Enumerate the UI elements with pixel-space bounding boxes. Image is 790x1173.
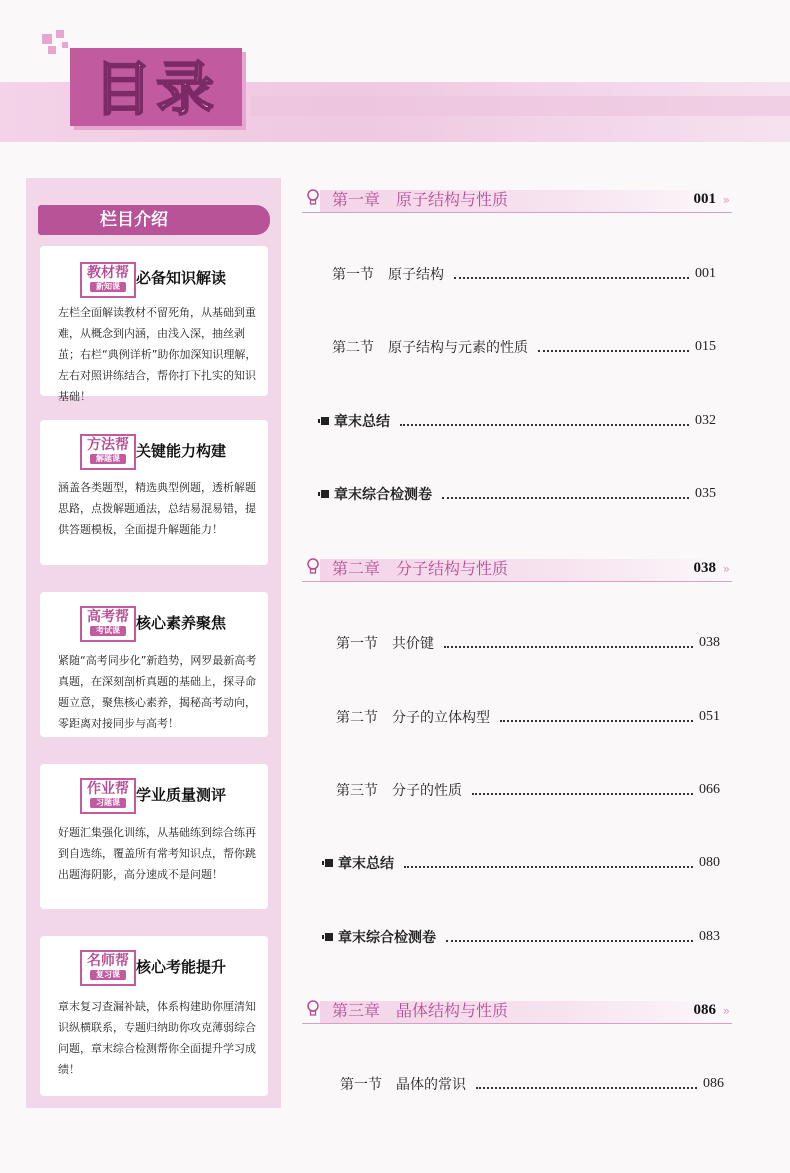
column-badge <box>80 262 136 298</box>
chapter-page: 038 <box>693 560 716 576</box>
toc-entry-label: 章末总结 <box>338 856 394 872</box>
decor-square <box>62 42 68 48</box>
intro-card-body: 左栏全面解读教材不留死角，从基础到重难，从概念到内涵，由浅入深，抽丝剥茧；右栏“典例详析”助你加深知识理解，左右对照讲练结合，帮你打下扎实的知识基础！ <box>58 306 257 403</box>
toc-entry-page: 066 <box>699 782 720 797</box>
column-badge-sub: 解题课 <box>90 454 126 464</box>
dot-leader <box>444 638 693 648</box>
dot-leader <box>446 932 693 942</box>
toc-entry <box>318 483 716 505</box>
toc-entry-page: 035 <box>695 486 716 501</box>
toc-entry-label: 第三节 分子的性质 <box>336 783 462 799</box>
toc-entry-label: 章末总结 <box>334 414 390 430</box>
toc-entry-page: 083 <box>699 929 720 944</box>
toc-entry <box>336 632 720 654</box>
dot-leader <box>442 489 689 499</box>
column-badge-label: 教材帮 <box>87 265 129 281</box>
page-title: 目录 <box>93 55 218 123</box>
chapter-page: 001 <box>693 191 716 207</box>
column-badge-label: 高考帮 <box>87 609 129 625</box>
column-badge-sub: 习题课 <box>90 798 126 808</box>
intro-card-body: 涵盖各类题型，精选典型例题，透析解题思路，点拨解题通法，总结易混易错，提供答题模板，全面提升解题能力！ <box>58 481 256 536</box>
column-badge-sub: 考试课 <box>90 626 126 636</box>
toc-entry-label: 第一节 晶体的常识 <box>340 1077 466 1093</box>
dot-leader <box>400 416 689 426</box>
toc-entry <box>336 779 720 801</box>
toc-entry-label: 第二节 分子的立体构型 <box>336 710 490 726</box>
column-badge-sub: 复习课 <box>90 970 126 980</box>
toc-entry-label: 第二节 原子结构与元素的性质 <box>332 340 528 356</box>
column-badge-sub: 新知课 <box>90 282 126 292</box>
lightbulb-icon <box>306 999 320 1019</box>
toc-entry-label: 第一节 共价键 <box>336 636 434 652</box>
double-chevron-icon: » <box>722 562 730 576</box>
toc-entry <box>322 926 720 948</box>
dot-leader <box>454 269 689 279</box>
intro-card-title: 核心素养聚焦 <box>136 614 227 632</box>
intro-card-title: 学业质量测评 <box>136 786 227 804</box>
chapter-title: 第一章 原子结构与性质 <box>332 190 509 209</box>
chapter-heading <box>302 188 732 214</box>
intro-card-title: 核心考能提升 <box>136 958 227 976</box>
toc-entry <box>322 852 720 874</box>
toc-entry <box>318 410 716 432</box>
column-badge <box>80 950 136 986</box>
toc-entry-label: 章末综合检测卷 <box>338 930 436 946</box>
bullet-marker-icon <box>322 857 334 869</box>
intro-card-title: 必备知识解读 <box>136 269 227 287</box>
intro-card-body: 好题汇集强化训练，从基础练到综合练再到自选练，覆盖所有常考知识点，帮你跳出题海阴影，高分速成不是问题！ <box>58 826 256 881</box>
lightbulb-icon <box>306 557 320 577</box>
chapter-heading-rule <box>302 581 732 582</box>
chapter-title: 第二章 分子结构与性质 <box>332 559 509 578</box>
toc-entry-page: 015 <box>695 339 716 354</box>
bullet-marker-icon <box>318 488 330 500</box>
toc-entry-page: 080 <box>699 855 720 870</box>
header-band-stripe <box>250 96 790 116</box>
toc-entry <box>336 706 720 728</box>
intro-card-title: 关键能力构建 <box>136 442 227 460</box>
bullet-marker-icon <box>322 931 334 943</box>
intro-card-body: 紧随“高考同步化”新趋势，网罗最新高考真题，在深刻剖析真题的基础上，探寻命题立意，聚焦核心素养，揭秘高考动向，零距离对接同步与高考！ <box>58 654 257 730</box>
dot-leader <box>404 858 693 868</box>
dot-leader <box>500 712 693 722</box>
column-badge-label: 名师帮 <box>87 953 129 969</box>
lightbulb-icon <box>306 188 320 208</box>
toc-entry-label: 章末综合检测卷 <box>334 487 432 503</box>
chapter-title: 第三章 晶体结构与性质 <box>332 1001 509 1020</box>
toc-entry-page: 032 <box>695 413 716 428</box>
decor-square <box>42 34 52 44</box>
toc-entry-label: 第一节 原子结构 <box>332 267 444 283</box>
column-badge <box>80 434 136 470</box>
dot-leader <box>538 342 689 352</box>
column-badge-label: 作业帮 <box>87 781 129 797</box>
chapter-page: 086 <box>693 1002 716 1018</box>
chapter-heading <box>302 557 732 583</box>
toc-entry-page: 086 <box>703 1076 724 1091</box>
toc-entry <box>332 336 716 358</box>
chapter-heading-rule <box>302 212 732 213</box>
column-badge-label: 方法帮 <box>87 437 129 453</box>
decor-square <box>56 30 64 38</box>
column-badge <box>80 778 136 814</box>
double-chevron-icon: » <box>722 1004 730 1018</box>
dot-leader <box>472 785 693 795</box>
column-intro-title: 栏目介绍 <box>38 205 270 235</box>
intro-card-body: 章末复习查漏补缺，体系构建助你厘清知识纵横联系，专题归纳助你攻克薄弱综合问题，章末综合检测帮你全面提升学习成绩！ <box>58 1000 256 1076</box>
toc-entry-page: 051 <box>699 709 720 724</box>
column-badge <box>80 606 136 642</box>
toc-entry-page: 001 <box>695 266 716 281</box>
bullet-marker-icon <box>318 415 330 427</box>
dot-leader <box>476 1079 697 1089</box>
decor-square <box>48 46 56 54</box>
toc-entry-page: 038 <box>699 635 720 650</box>
double-chevron-icon: » <box>722 193 730 207</box>
toc-entry <box>332 263 716 285</box>
chapter-heading <box>302 999 732 1025</box>
toc-entry <box>340 1073 724 1095</box>
chapter-heading-rule <box>302 1023 732 1024</box>
